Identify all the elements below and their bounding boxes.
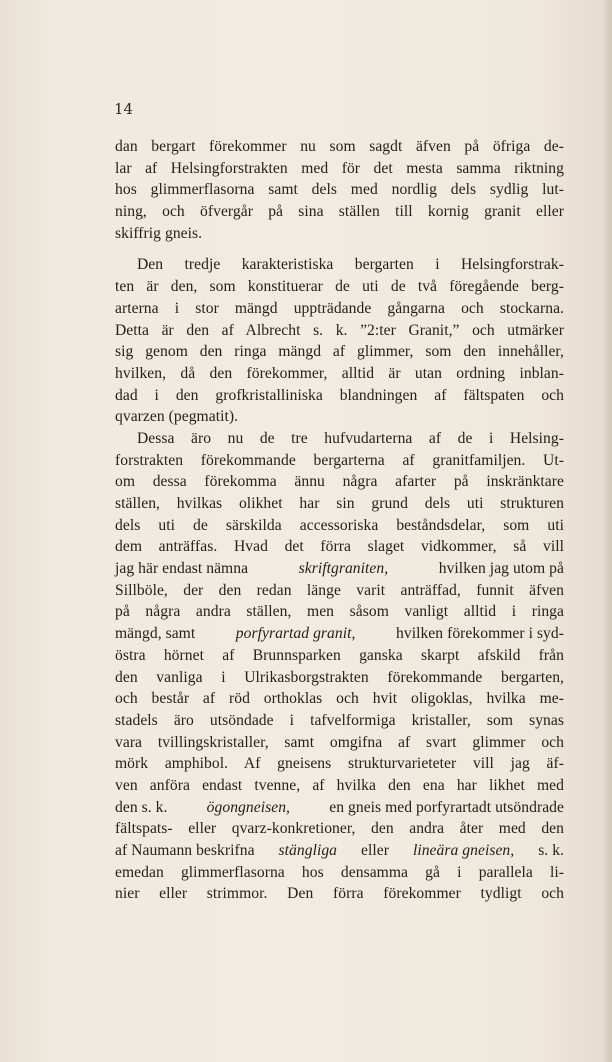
text-segment: hvilken förekommer i syd- [396, 625, 564, 643]
text-line: ven anföra endast tvenne, af hvilka den ena har likhet med [115, 776, 564, 794]
text-segment: af Naumann beskrifna [115, 842, 255, 859]
text-line: vara tvillingskristaller, samt omgifna af svart glimmer och [115, 733, 564, 751]
text-line: dad i den grofkristalliniska blandningen af fältspaten och [115, 386, 564, 404]
text-line-segments [115, 623, 564, 645]
text-segment: en gneis med porfyrartadt utsöndrade [329, 798, 564, 816]
paragraph [115, 428, 564, 905]
paragraph-gap [115, 244, 564, 254]
italic-term: lineära gneisen, [412, 842, 515, 859]
text-line: Dessa äro nu de tre hufvudarterna af de i Helsing- [137, 429, 564, 447]
italic-term: skriftgraniten, [298, 560, 389, 578]
text-segment: hvilken jag utom på [438, 560, 564, 578]
text-line [115, 558, 564, 580]
italic-term: porfyrartad granit, [235, 625, 356, 643]
text-line: skiffrig gneis. [115, 224, 203, 242]
italic-term: stängliga [278, 842, 338, 859]
text-line: ställen, hvilkas olikhet har sin grund dels uti strukturen [115, 495, 564, 512]
text-line: östra hörnet af Brunnsparken ganska skarpt afskild från [115, 646, 564, 664]
text-segment: mängd, samt [115, 625, 196, 643]
text-line: Detta är den af Albrecht s. k. ”2:ter Granit,” och utmärker [115, 321, 564, 339]
text-line: sig genom den ringa mängd af glimmer, som den innehåller, [115, 343, 564, 361]
paragraph [115, 254, 564, 428]
text-line: om dessa förekomma ännu några afarter på inskränktare [115, 473, 564, 491]
text-line: Den tredje karakteristiska bergarten i Helsingforstrak- [137, 256, 564, 274]
text-line: mörk amphibol. Af gneisens strukturvarieteter vill jag äf- [115, 755, 564, 773]
text-line: dels uti de särskilda accessoriska beståndsdelar, som uti [115, 516, 564, 534]
italic-term: ögongneisen, [206, 798, 290, 816]
text-line: ning, och öfvergår på sina ställen till kornig granit eller [115, 203, 564, 221]
text-segment: s. k. [538, 842, 564, 859]
text-line: dem anträffas. Hvad det förra slaget vidkommer, så vill [115, 538, 564, 556]
text-line [115, 797, 564, 819]
body-text [115, 136, 564, 905]
text-line: Sillböle, der den redan länge varit anträffad, funnit äfven [115, 581, 564, 599]
text-line-segments [115, 840, 564, 862]
text-line: emedan glimmerflasorna hos densamma gå i parallela li- [115, 863, 564, 881]
text-line: och består af röd orthoklas och hvit oligoklas, hvilka me- [115, 690, 564, 708]
text-line: lar af Helsingforstrakten med för det mesta samma riktning [115, 159, 564, 177]
text-segment: jag här endast nämna [115, 560, 249, 578]
text-line: forstrakten förekommande bergarterna af granitfamiljen. Ut- [115, 451, 564, 469]
text-line: fältspats- eller qvarz-konkretioner, den andra åter med den [115, 820, 564, 838]
text-segment: den s. k. [115, 798, 168, 816]
text-line-segments [115, 558, 564, 580]
text-line: hos glimmerflasorna samt dels med nordlig dels sydlig lut- [115, 181, 564, 199]
text-line [115, 840, 564, 862]
text-line-segments [115, 797, 564, 819]
text-line: arterna i stor mängd uppträdande gångarna och stockarna. [115, 299, 564, 317]
text-line: ten är den, som konstituerar de uti de två föregående berg- [115, 278, 564, 296]
text-line: dan bergart förekommer nu som sagdt äfven på öfriga de- [115, 138, 564, 155]
text-line: hvilken, då den förekommer, alltid är utan ordning inblan- [115, 364, 564, 382]
text-line: på några andra ställen, men såsom vanligt alltid i ringa [115, 603, 564, 621]
page-number: 14 [114, 100, 134, 118]
paragraph [115, 136, 564, 244]
text-segment: eller [361, 842, 389, 859]
text-line [115, 623, 564, 645]
text-line: nier eller strimmor. Den förra förekommer tydligt och [115, 885, 564, 903]
text-line: den vanliga i Ulrikasborgstrakten förekommande bergarten, [115, 668, 564, 686]
text-line: stadels äro utsöndade i tafvelformiga kristaller, som synas [115, 711, 564, 729]
page-gutter-shadow [602, 0, 612, 1062]
text-line: qvarzen (pegmatit). [115, 408, 239, 426]
